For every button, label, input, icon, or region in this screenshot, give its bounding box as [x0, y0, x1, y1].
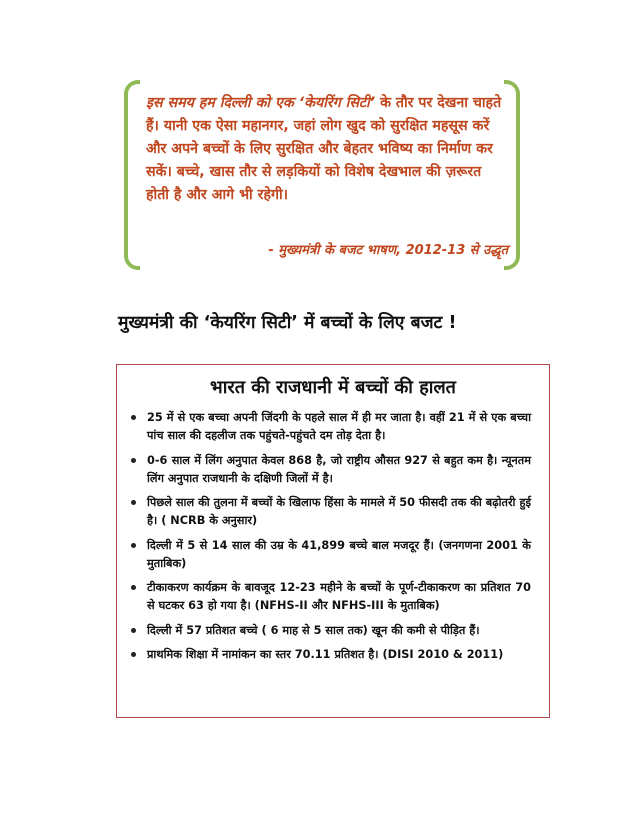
bullet-icon: [131, 415, 136, 420]
quote-opening: इस समय हम दिल्ली को एक ‘केयरिंग सिटी’: [146, 95, 376, 111]
fact-text: दिल्ली में 5 से 14 साल की उम्र के 41,899 बच्चे बाल मजदूर हैं। (जनगणना 2001 के मुताबिक): [147, 538, 531, 570]
page-heading: मुख्यमंत्री की ‘केयरिंग सिटी’ में बच्चों के लिए बजट !: [118, 313, 457, 333]
bullet-icon: [131, 543, 136, 548]
quote-block: [124, 80, 520, 276]
quote-bracket-left: [124, 80, 140, 270]
fact-item: [129, 537, 531, 573]
bullet-icon: [131, 585, 136, 590]
quote-rest: के तौर पर देखना चाहते हैं। यानी एक ऐसा महानगर, जहां लोग खुद को सुरक्षित महसूस करें और अपने बच्चों के लिए सुरक्षित और बेहतर भविष्य का निर्माण कर सकें। बच्चे, खास तौर से लड़कियों को विशेष देखभाल की ज़रूरत होती है और आगे भी रहेगी।: [146, 95, 502, 203]
fact-item: [129, 646, 531, 664]
bullet-icon: [131, 628, 136, 633]
fact-item: [129, 579, 531, 615]
fact-item: [129, 494, 531, 530]
fact-text: टीकाकरण कार्यक्रम के बावजूद 12-23 महीने के बच्चों के पूर्ण-टीकाकरण का प्रतिशत 70 से घटकर 63 हो गया है। (NFHS-II और NFHS-III के मुताबिक): [147, 581, 531, 612]
fact-text: प्राथमिक शिक्षा में नामांकन का स्तर 70.11 प्रतिशत है। (DISI 2010 & 2011): [147, 648, 504, 661]
facts-list: [129, 409, 531, 671]
fact-text: 25 में से एक बच्चा अपनी जिंदगी के पहले साल में ही मर जाता है। वहीं 21 में से एक बच्चा पांच साल की दहलीज तक पहुंचते-पहुंचते दम तोड़ देता है।: [147, 411, 532, 442]
fact-text: 0-6 साल में लिंग अनुपात केवल 868 है, जो राष्ट्रीय औसत 927 से बहुत कम है। न्यूनतम लिंग अनुपात राजधानी के दक्षिणी जिलों में है।: [147, 453, 531, 485]
quote-source: - मुख्यमंत्री के बजट भाषण, 2012-13 से उद्धृत: [268, 243, 508, 258]
bullet-icon: [131, 500, 136, 505]
facts-box-title: भारत की राजधानी में बच्चों की हालत: [210, 377, 456, 398]
bullet-icon: [131, 652, 136, 657]
fact-item: [129, 622, 531, 640]
fact-text: दिल्ली में 57 प्रतिशत बच्चे ( 6 माह से 5 साल तक) खून की कमी से पीड़ित हैं।: [147, 623, 480, 637]
quote-text: [146, 92, 508, 207]
facts-box: [116, 364, 550, 718]
fact-item: [129, 452, 531, 488]
bullet-icon: [131, 458, 136, 463]
fact-item: [129, 409, 531, 445]
fact-text: पिछले साल की तुलना में बच्चों के खिलाफ हिंसा के मामले में 50 फीसदी तक की बढ़ोतरी हुई है। ( NCRB के अनुसार): [147, 496, 531, 527]
